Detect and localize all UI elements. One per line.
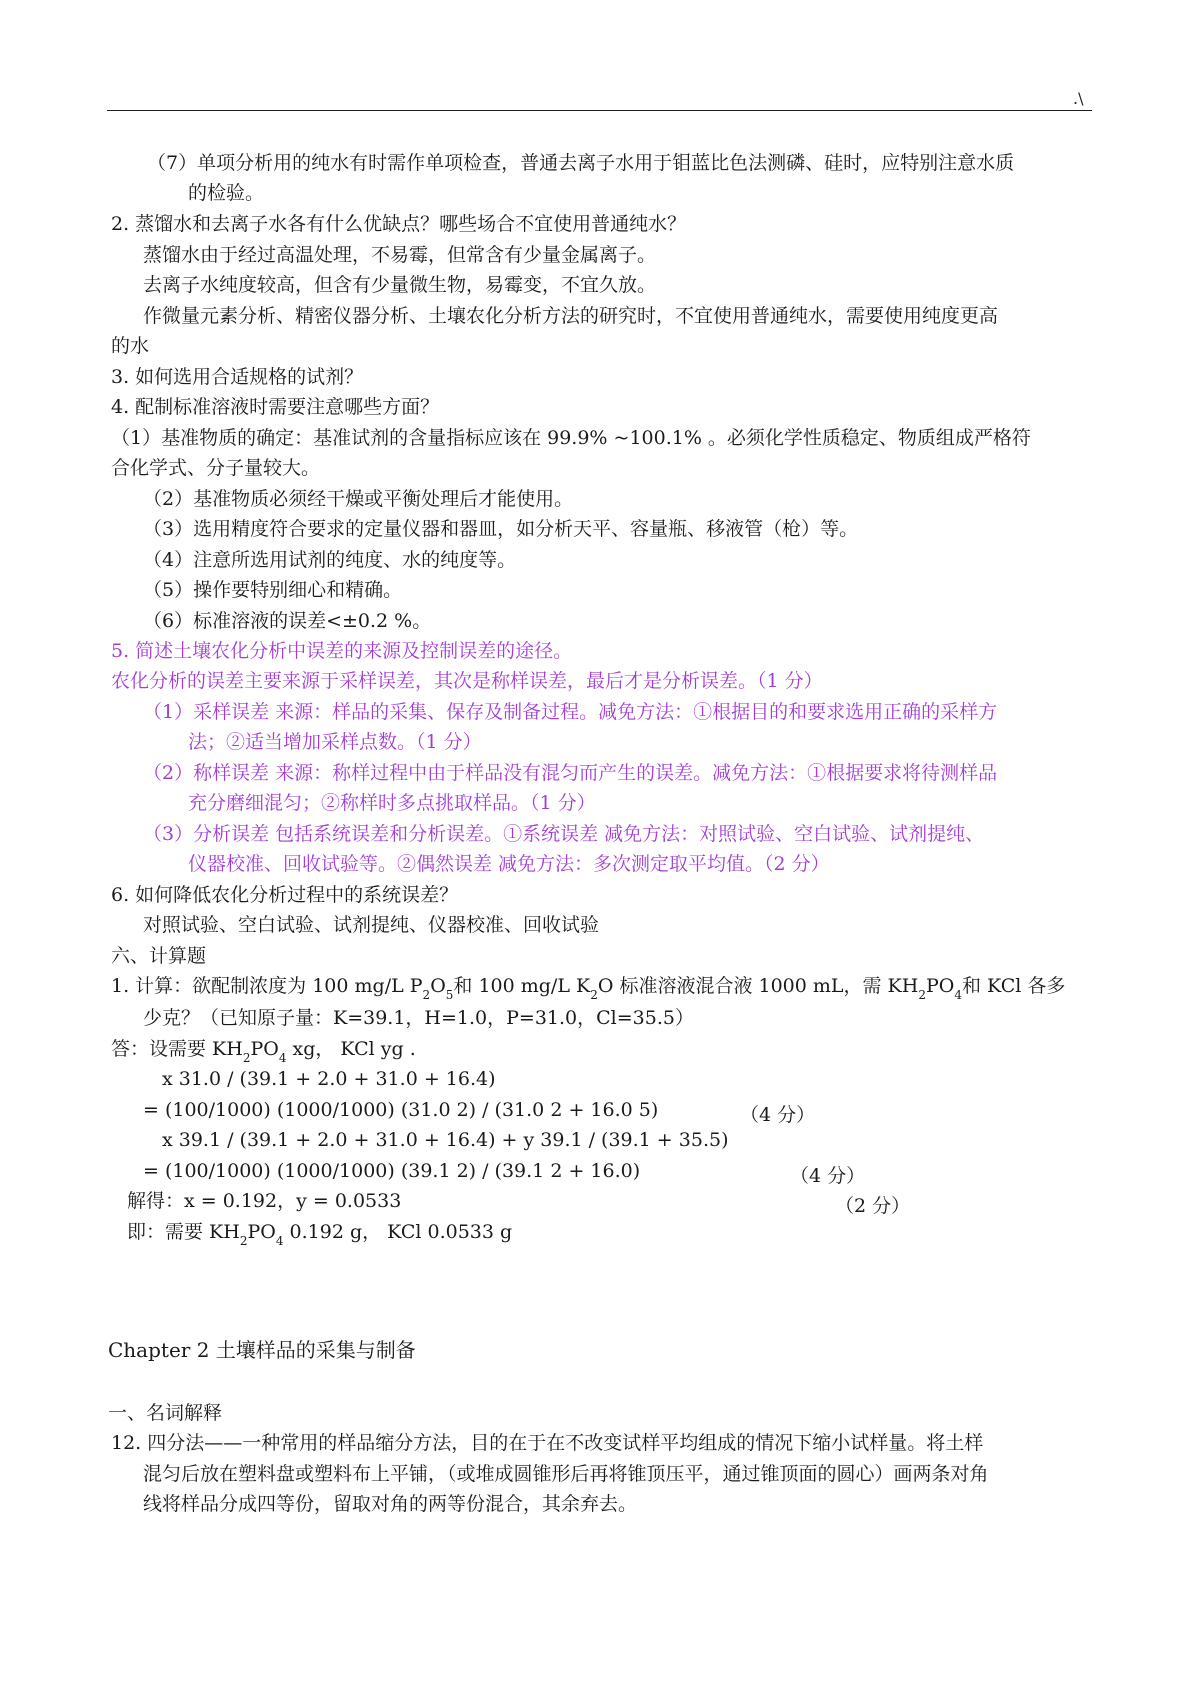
calc-q1-sub-2b: 2	[590, 988, 598, 1002]
question-3: 3. 如何选用合适规格的试剂？	[111, 366, 364, 388]
q5-answer-2-line2: 充分磨细混匀；②称样时多点挑取样品。（1 分）	[188, 792, 596, 814]
equation-4-score: （4 分）	[790, 1165, 866, 1187]
question-2: 2. 蒸馏水和去离子水各有什么优缺点？哪些场合不宜使用普通纯水？	[111, 213, 687, 235]
q5-answer-1-line1: （1）采样误差 来源：样品的采集、保存及制备过程。减免方法：①根据目的和要求选用正确的采样方	[143, 701, 998, 723]
q6-answer: 对照试验、空白试验、试剂提纯、仪器校准、回收试验	[143, 914, 600, 936]
calc-section-title: 六、计算题	[111, 945, 207, 967]
chapter-heading: Chapter 2 土壤样品的采集与制备	[108, 1338, 416, 1362]
q5-answer-3-line1: （3）分析误差 包括系统误差和分析误差。①系统误差 减免方法：对照试验、空白试验、试剂提纯、	[143, 823, 985, 845]
item7-line1: （7）单项分析用的纯水有时需作单项检查，普通去离子水用于钼蓝比色法测磷、硅时，应特别注意水质	[147, 152, 1015, 174]
calc-q1-sub-4: 4	[954, 988, 962, 1002]
conclusion-text-b: PO	[247, 1221, 276, 1243]
q5-answer-2-line1: （2）称样误差 来源：称样过程中由于样品没有混匀而产生的误差。减免方法：①根据要求将待测样品	[143, 762, 998, 784]
calc-q1-text-a: 1. 计算：欲配制浓度为 100 mg/L P	[111, 975, 423, 997]
chapter2-section-1-title: 一、名词解释	[108, 1402, 223, 1424]
question-6: 6. 如何降低农化分析过程中的系统误差？	[111, 884, 459, 906]
solution: 解得：x = 0.192，y = 0.0533	[127, 1190, 402, 1212]
item7-line2: 的检验。	[188, 182, 265, 204]
conclusion-text-a: 即：需要 KH	[127, 1221, 240, 1243]
q4-answer-1-line1: （1）基准物质的确定：基准试剂的含量指标应该在 99.9% ~100.1% 。必须化学性质稳定、物质组成严格符	[111, 427, 1031, 449]
q4-answer-3: （3）选用精度符合要求的定量仪器和器皿，如分析天平、容量瓶、移液管（枪）等。	[143, 518, 859, 540]
calc-q1-line2: 少克？（已知原子量：K=39.1，H=1.0，P=31.0，Cl=35.5）	[143, 1007, 694, 1029]
definition-12-line2: 混匀后放在塑料盘或塑料布上平铺，（或堆成圆锥形后再将锥顶压平，通过锥顶面的圆心）画两条对角	[143, 1463, 989, 1485]
definition-12-line1: 12. 四分法——一种常用的样品缩分方法，目的在于在不改变试样平均组成的情况下缩小试样量。将土样	[111, 1432, 984, 1454]
answer-sub-2: 2	[242, 1051, 251, 1065]
conclusion-sub-2: 2	[239, 1234, 248, 1248]
calc-q1-sub-2a: 2	[422, 988, 431, 1002]
q4-answer-5: （5）操作要特别细心和精确。	[143, 579, 403, 601]
calc-q1-text-c: 和 100 mg/L K	[453, 975, 591, 997]
q5-answer-1-line2: 法；②适当增加采样点数。（1 分）	[188, 731, 482, 753]
conclusion	[127, 1219, 512, 1247]
answer-text-b: PO	[250, 1038, 279, 1060]
conclusion-sub-4: 4	[275, 1234, 284, 1248]
calc-q1-text-f: 和 KCl 各多	[961, 975, 1066, 997]
answer-text-c: xg， KCl yg .	[292, 1038, 416, 1060]
question-4: 4. 配制标准溶液时需要注意哪些方面？	[111, 396, 440, 418]
calc-q1-sub-5: 5	[445, 988, 454, 1002]
q2-answer-2: 去离子水纯度较高，但含有少量微生物，易霉变，不宜久放。	[143, 274, 657, 296]
q4-answer-4: （4）注意所选用试剂的纯度、水的纯度等。	[143, 549, 517, 571]
q4-answer-1-line2: 合化学式、分子量较大。	[111, 457, 321, 479]
q2-answer-3-line2: 的水	[111, 335, 150, 357]
q5-intro: 农化分析的误差主要来源于采样误差，其次是称样误差，最后才是分析误差。（1 分）	[111, 670, 823, 692]
answer-sub-4: 4	[278, 1051, 287, 1065]
header-mark: .\	[1073, 89, 1084, 108]
answer-text-a: 答：设需要 KH	[111, 1038, 243, 1060]
equation-1: x 31.0 / (39.1 + 2.0 + 31.0 + 16.4)	[162, 1068, 496, 1090]
conclusion-text-c: 0.192 g， KCl 0.0533 g	[289, 1221, 513, 1243]
calc-q1-text-d: O 标准溶液混合液 1000 mL，需 KH	[597, 975, 919, 997]
calc-q1-text-b: O	[430, 975, 446, 997]
question-5: 5. 简述土壤农化分析中误差的来源及控制误差的途径。	[111, 640, 573, 662]
equation-2: = (100/1000) (1000/1000) (31.0 2) / (31.0 2 + 16.0 5)	[143, 1099, 659, 1121]
calc-q1-line1	[111, 973, 1065, 1001]
calc-q1-text-e: PO	[925, 975, 955, 997]
equation-4: = (100/1000) (1000/1000) (39.1 2) / (39.1 2 + 16.0)	[143, 1160, 641, 1182]
solution-score: （2 分）	[835, 1195, 911, 1217]
q2-answer-3-line1: 作微量元素分析、精密仪器分析、土壤农化分析方法的研究时，不宜使用普通纯水，需要使用纯度更高	[143, 305, 999, 327]
q2-answer-1: 蒸馏水由于经过高温处理，不易霉，但常含有少量金属离子。	[143, 244, 657, 266]
equation-3: x 39.1 / (39.1 + 2.0 + 31.0 + 16.4) + y 39.1 / (39.1 + 35.5)	[162, 1129, 729, 1151]
q4-answer-2: （2）基准物质必须经干燥或平衡处理后才能使用。	[143, 488, 574, 510]
q5-answer-3-line2: 仪器校准、回收试验等。②偶然误差 减免方法：多次测定取平均值。（2 分）	[188, 853, 830, 875]
q4-answer-6: （6）标准溶液的误差<±0.2 %。	[143, 610, 432, 632]
calc-q1-sub-2c: 2	[918, 988, 926, 1002]
equation-2-score: （4 分）	[740, 1104, 816, 1126]
header-rule	[107, 110, 1092, 111]
definition-12-line3: 线将样品分成四等份，留取对角的两等份混合，其余弃去。	[143, 1493, 638, 1515]
calc-answer-setup	[111, 1036, 416, 1064]
